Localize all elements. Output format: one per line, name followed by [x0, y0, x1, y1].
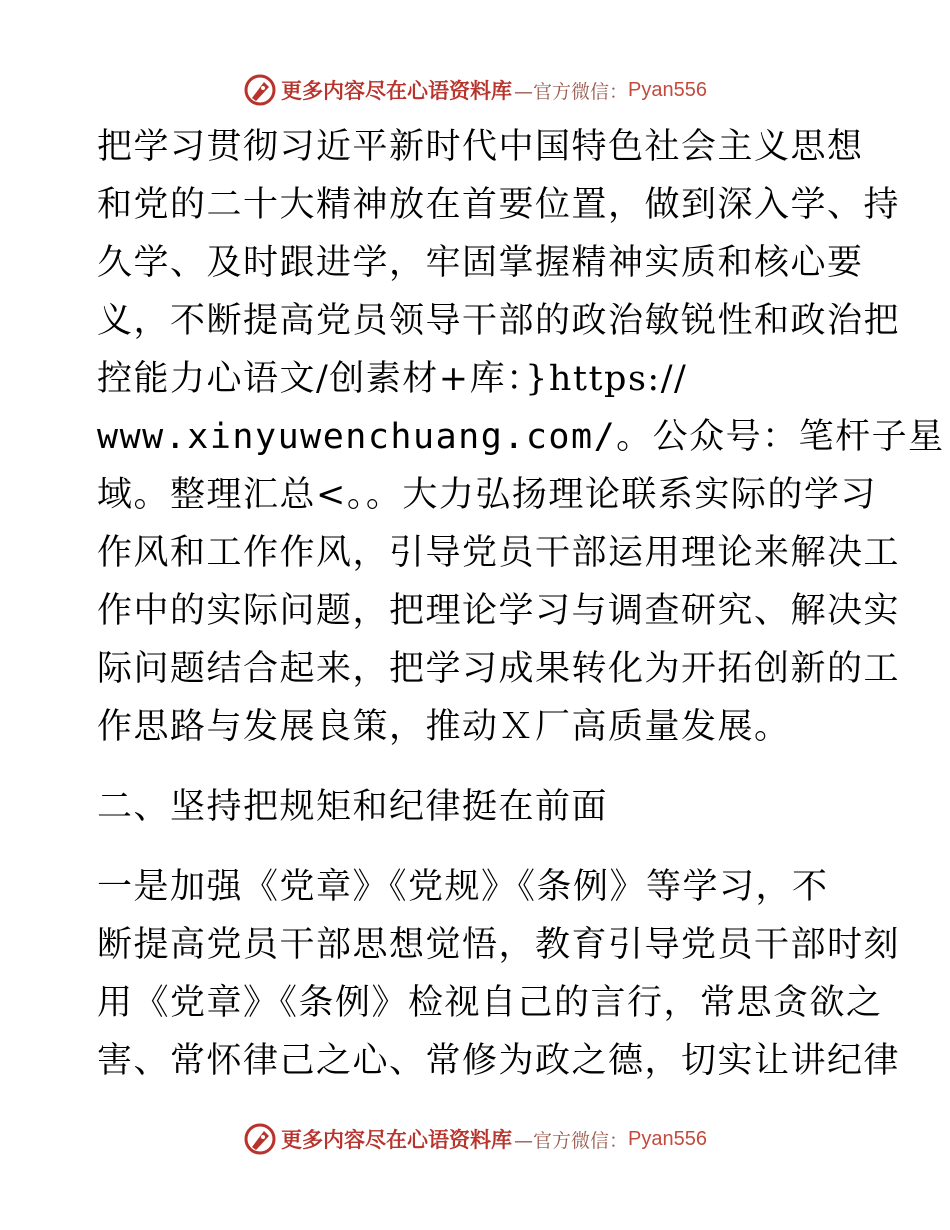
paragraph-2-line-1: 一是加强《党章》《党规》《条例》等学习，不 — [97, 867, 829, 907]
section-heading: 二、坚持把规矩和纪律挺在前面 — [97, 787, 609, 827]
paragraph-1-line-4: 义，不断提高党员领导干部的政治敏锐性和政治把 — [97, 301, 901, 341]
document-body — [97, 118, 945, 1090]
paragraph-2-line-2: 断提高党员干部思想觉悟，教育引导党员干部时刻 — [97, 925, 901, 965]
paragraph-1-line-7: 域。整理汇总<。。大力弘扬理论联系实际的学习 — [97, 475, 877, 515]
paragraph-gap — [97, 756, 857, 778]
paragraph-1-line-11: 作思路与发展良策，推动Ｘ厂高质量发展。 — [97, 707, 791, 747]
paragraph-1-line-5: 控能力心语文/创素材+库：}https:// — [97, 359, 688, 399]
paragraph-2-line-3: 用《党章》《条例》检视自己的言行，常思贪欲之 — [97, 983, 883, 1023]
footer-watermark — [0, 1117, 950, 1161]
header-site-text: 更多内容尽在心语资料库 — [281, 78, 512, 103]
paragraph-1-line-1: 把学习贯彻习近平新时代中国特色社会主义思想 — [97, 127, 864, 167]
paragraph-1-line-6: www.xinyuwenchuang.com/。公众号：笔杆子星 — [97, 417, 945, 457]
paragraph-1-line-9: 作中的实际问题，把理论学习与调查研究、解决实 — [97, 591, 901, 631]
paragraph-gap — [97, 836, 857, 858]
footer-wechat-id: Pyan556 — [628, 1127, 707, 1150]
paragraph-1-line-2: 和党的二十大精神放在首要位置，做到深入学、持 — [97, 185, 901, 225]
pen-nib-logo-icon — [243, 73, 277, 107]
footer-wechat-label: —官方微信： — [514, 1129, 629, 1152]
header-wechat-label: —官方微信： — [514, 80, 629, 103]
paragraph-2-line-4: 害、常怀律己之心、常修为政之德，切实让讲纪律 — [97, 1041, 901, 1081]
header-wechat-id: Pyan556 — [628, 78, 707, 101]
footer-site-text: 更多内容尽在心语资料库 — [281, 1127, 512, 1152]
paragraph-1-line-10: 际问题结合起来，把学习成果转化为开拓创新的工 — [97, 649, 901, 689]
paragraph-1-line-8: 作风和工作作风，引导党员干部运用理论来解决工 — [97, 533, 901, 573]
pen-nib-logo-icon — [243, 1122, 277, 1156]
header-watermark — [0, 68, 950, 112]
paragraph-1-line-3: 久学、及时跟进学，牢固掌握精神实质和核心要 — [97, 243, 864, 283]
